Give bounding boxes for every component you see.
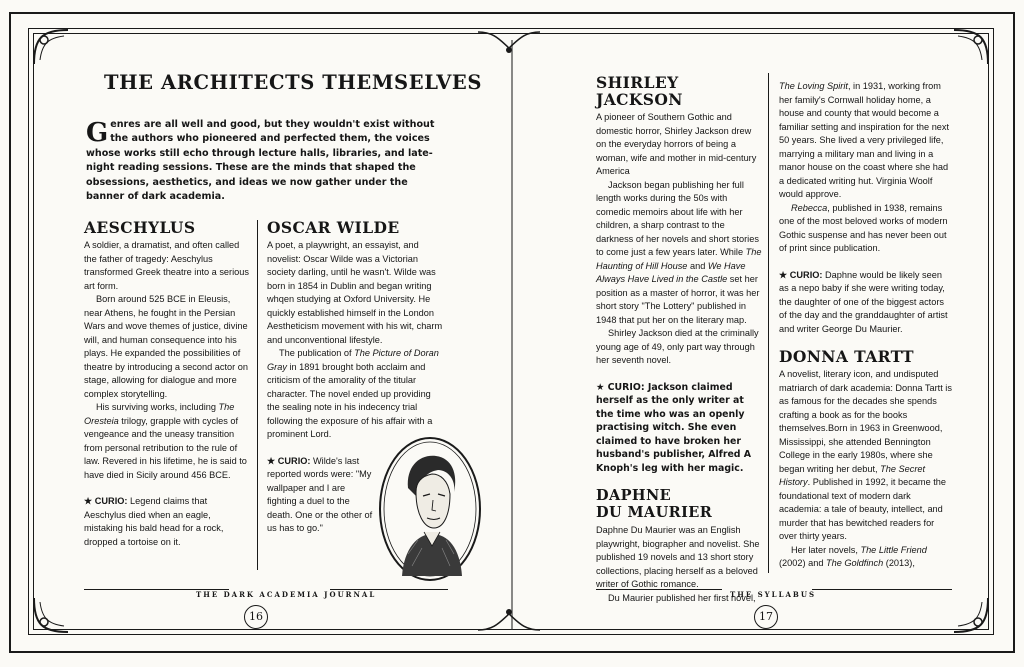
curio-text: Daphne would be likely seen as a nepo baby if she were writing today, the daughter of one of the biggest actors of the day and the granddaughter of artist and writer George Du Maurier. xyxy=(779,269,948,334)
book-title: The Secret History xyxy=(779,463,926,487)
paragraph: Daphne Du Maurier was an English playwright, biographer and novelist. She published 19 novels and 13 short story collections, placing herself as a beloved writer of Gothic romance. xyxy=(596,525,760,589)
curio-label: ★ CURIO: xyxy=(779,269,823,280)
corner-flourish-icon xyxy=(30,26,72,68)
heading-line: DAPHNE xyxy=(596,487,672,504)
text-run: (2002) and xyxy=(779,558,826,568)
curio-label: ★ CURIO: xyxy=(84,496,128,506)
section-heading-jackson: SHIRLEY JACKSON xyxy=(596,73,683,109)
book-title: The Haunting of Hill House xyxy=(596,247,762,271)
section-heading-tartt: DONNA TARTT xyxy=(779,347,914,366)
curio-note xyxy=(779,269,953,337)
curio-text: Wilde's last reported words were: "My wallpaper and I are fighting a duel to the death. One or the other of us has to go." xyxy=(267,455,373,533)
page-number: 17 xyxy=(754,605,778,629)
text-run: . Published in 1992, it became the foundational text of modern dark academia: a tale of beauty, intellect, and murder that has bewitched readers for over thirty years. xyxy=(779,477,947,541)
page-title: THE ARCHITECTS THEMSELVES xyxy=(104,71,483,94)
paragraph xyxy=(84,401,250,482)
column-divider xyxy=(768,73,769,573)
book-title: The Oresteia xyxy=(84,402,235,426)
intro-text: enres are all well and good, but they wouldn't exist without the authors who pioneered and perfected them, the voices whose works still echo through lecture halls, libraries, and late-night reading sessions. These are the minds that shaped the obsessions, aesthetics, and ideas we now gather under the banner of dark academia. xyxy=(86,119,435,203)
book-title: The Picture of Doran Gray xyxy=(267,348,439,372)
paragraph xyxy=(779,544,953,571)
curio-note xyxy=(84,495,250,549)
text-run: and xyxy=(687,260,708,271)
column-dumaurier-tartt xyxy=(779,80,953,571)
footer-section-name: THE SYLLABUS xyxy=(730,590,816,599)
text-run: in 1891 brought both acclaim and criticism of the amorality of the titular character. The novel ended up providing the sealing note in his indecency trial following the exposure of his affair with a prominent Lord. xyxy=(267,361,433,439)
footer-rule xyxy=(812,589,952,590)
paragraph: A poet, a playwright, an essayist, and novelist: Oscar Wilde was a Victorian society darling, until he wasn't. Wilde was born in 1854 in Dublin and began writing whqen studying at Oxford University. He quickly established himself in the London Aestheticism movement with his wit, charm and unconventional lifestyle. xyxy=(267,240,443,345)
oscar-wilde-portrait-illustration xyxy=(378,436,482,582)
book-title: The Little Friend xyxy=(860,544,927,555)
intro-paragraph xyxy=(86,118,446,204)
text-run: , in 1931, working from her family's Cornwall holiday home, a house and county that would become a familiar setting and inspiration for the next 50 years. She lived a very privileged life, marrying a military man and living in a manor house on the coast where she had a dedicated writing hut. Virginia Woolf would approve. xyxy=(779,81,950,199)
column-divider xyxy=(257,220,258,570)
paragraph: A soldier, a dramatist, and often called the father of tragedy: Aeschylus transformed Greek theatre into a serious art form. xyxy=(84,240,249,291)
section-heading-wilde: OSCAR WILDE xyxy=(267,218,400,237)
paragraph xyxy=(779,80,953,202)
book-title: The Goldfinch xyxy=(826,558,884,568)
footer-rule xyxy=(330,589,448,590)
paragraph xyxy=(779,202,953,256)
corner-flourish-icon xyxy=(950,594,992,636)
center-bottom-flourish-icon xyxy=(474,594,544,636)
book-title: The Loving Spirit xyxy=(779,81,848,91)
book-title: We Have Always Have Lived in the Castle xyxy=(596,260,746,284)
curio-note xyxy=(267,455,373,536)
paragraph: Born around 525 BCE in Eleusis, near Athens, he fought in the Persian Wars and wove themes of justice, divine will, and human consequence into his plays. He expanded the possibilities of theatre by introducing a second actor on stage, allowing for dialogue and more complex storytelling. xyxy=(84,294,248,399)
center-top-flourish-icon xyxy=(474,26,544,68)
curio-label: ★ CURIO: xyxy=(267,455,311,466)
page-gutter xyxy=(511,40,513,630)
footer-journal-name: THE DARK ACADEMIA JOURNAL xyxy=(196,590,377,599)
paragraph: Shirley Jackson died at the criminally young age of 49, only part way through her seventh novel. xyxy=(596,328,759,365)
text-run: trilogy, grapple with cycles of vengeance and the uneasy transition from personal retribution to the rule of law. Revered in his lifetime, he is said to have died in Sicily around 456 BCE. xyxy=(84,415,247,480)
footer-rule xyxy=(596,589,722,590)
section-heading-dumaurier xyxy=(596,487,762,521)
page-number: 16 xyxy=(244,605,268,629)
text-run: Her later novels, xyxy=(791,544,861,555)
section-heading-aeschylus: AESCHYLUS xyxy=(84,218,196,237)
paragraph xyxy=(267,347,439,442)
curio-text: Legend claims that Aeschylus died when an eagle, mistaking his bald head for a rock, dropped a tortoise on it. xyxy=(84,496,224,547)
book-title: Rebecca xyxy=(791,202,828,213)
paragraph xyxy=(779,368,953,544)
corner-flourish-icon xyxy=(950,26,992,68)
paragraph xyxy=(596,179,762,328)
corner-flourish-icon xyxy=(30,594,72,636)
text-run: The publication of xyxy=(279,348,355,358)
paragraph: Du Maurier published her first novel, xyxy=(608,592,756,603)
text-run: Jackson began publishing her full length works during the 50s with comedic memoirs about life with her children, a sharp contrast to the darkness of her novels and short stories to come just a few years later. While xyxy=(596,179,759,257)
text-run: His surviving works, including xyxy=(96,402,219,412)
text-run: set her position as a master of horror, it was her short story "The Lottery" published in 1948 that put her on the literary map. xyxy=(596,274,760,325)
column-jackson-dumaurier xyxy=(596,74,762,605)
heading-line: DU MAURIER xyxy=(596,504,713,521)
text-run: A novelist, literary icon, and undisputed matriarch of dark academia: Donna Tartt is as famous for the decades she spends crafting a book as for the books themselves.Born in 1963 in Greenwood, Mississippi, she attended Bennington College in the early 1980s, where she began writing her debut, xyxy=(779,369,952,474)
text-run: (2013), xyxy=(883,558,915,568)
paragraph: A pioneer of Southern Gothic and domestic horror, Shirley Jackson drew on the everyday horrors of being a woman, wife and mother in mid-century America xyxy=(596,112,757,176)
drop-cap: G xyxy=(86,118,109,148)
text-run: , published in 1938, remains one of the most beloved works of modern Gothic suspense and has never been out of print since publication. xyxy=(779,202,948,253)
curio-note: ★ CURIO: Jackson claimed herself as the only writer at the time who was an openly practising witch. She even claimed to have broken her husband's publisher, Alfred A Knoph's leg with her magic. xyxy=(596,381,752,474)
column-aeschylus xyxy=(84,219,250,549)
